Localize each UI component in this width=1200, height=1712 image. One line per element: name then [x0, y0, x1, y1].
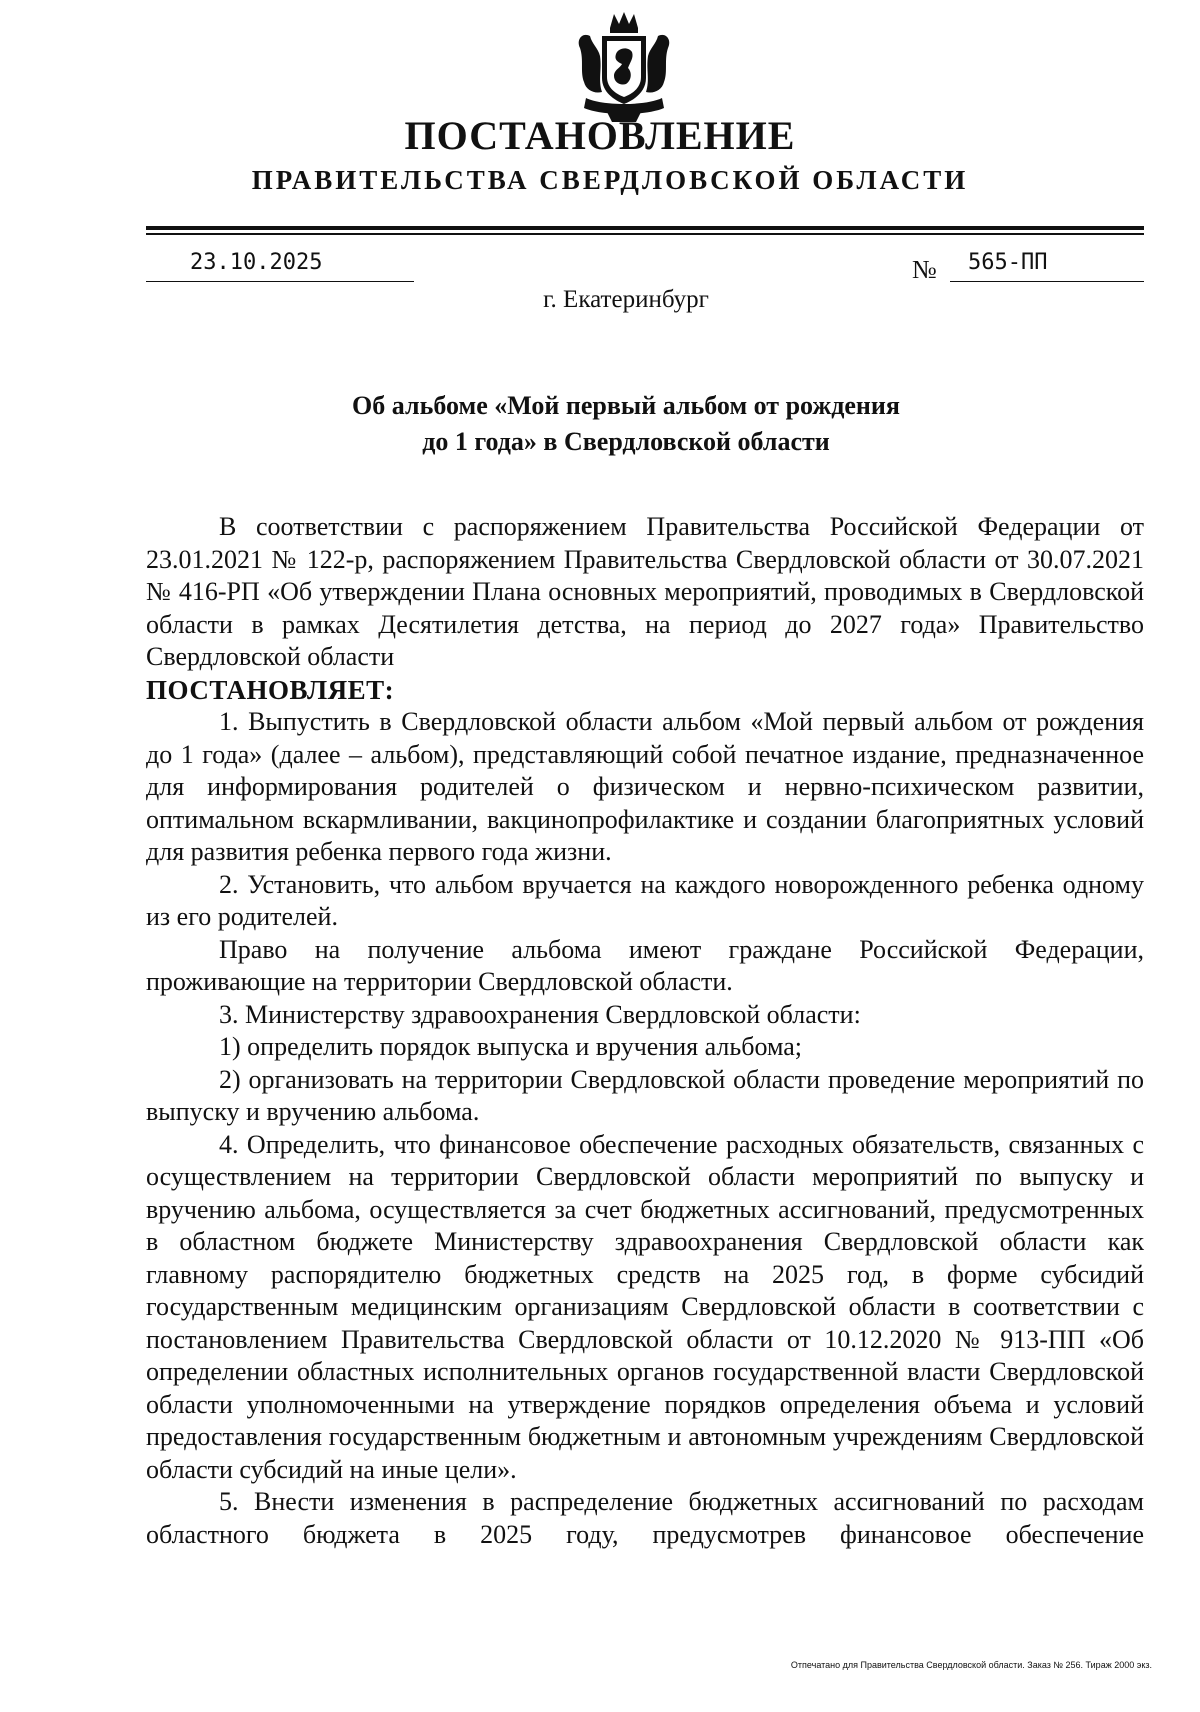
clause-2-note: Право на получение альбома имеют граждане Российской Федерации, проживающие на территории Свердловской области.	[146, 934, 1144, 996]
document-type-title: ПОСТАНОВЛЕНИЕ	[404, 113, 796, 158]
clause-1: 1. Выпустить в Свердловской области альбом «Мой первый альбом от рождения до 1 года» (далее – альбом), представляющий собой печатное издание, предназначенное для информирования родителей о физическом и нервно-психическом развитии, оптимальном вскармливании, вакцинопрофилактике и создании благоприятных условий для развития ребенка первого года жизни.	[146, 707, 1144, 866]
clause-2: 2. Установить, что альбом вручается на каждого новорожденного ребенка одному из его родителей.	[146, 869, 1144, 931]
clause-5: 5. Внести изменения в распределение бюджетных ассигнований по расходам областного бюджета в 2025 году, предусмотрев финансовое обеспечение	[146, 1487, 1144, 1549]
issuing-authority: ПРАВИТЕЛЬСТВА СВЕРДЛОВСКОЙ ОБЛАСТИ	[251, 165, 969, 195]
issue-city: г. Екатеринбург	[543, 286, 709, 313]
header-rule-thin	[146, 233, 1144, 235]
clause-3-item-2: 2) организовать на территории Свердловской области проведение мероприятий по выпуску и вручению альбома.	[146, 1064, 1144, 1126]
document-number: 565-ПП	[968, 250, 1048, 275]
document-subject	[0, 388, 1200, 460]
coat-of-arms-icon	[572, 10, 676, 126]
subject-line: Об альбоме «Мой первый альбом от рождения	[352, 391, 900, 420]
clause-3-item-1: 1) определить порядок выпуска и вручения альбома;	[219, 1032, 802, 1061]
clause-4: 4. Определить, что финансовое обеспечение расходных обязательств, связанных с осуществлением на территории Свердловской области мероприятий по выпуску и вручению альбома, осуществляется за счет бюджетных ассигнований, предусмотренных в областном бюджете Министерству здравоохранения Свердловской области как главному распорядителю бюджетных средств на 2025 год, в форме субсидий государственным медицинским организациям Свердловской области в соответствии с постановлением Правительства Свердловской области от 10.12.2020 № 913-ПП «Об определении областных исполнительных органов государственной власти Свердловской области уполномоченными на утверждение порядков определения объема и условий предоставления государственным бюджетным и автономным учреждениям Свердловской области субсидий на иные цели».	[146, 1129, 1144, 1484]
preamble-paragraph: В соответствии с распоряжением Правительства Российской Федерации от 23.01.2021 № 122-р, распоряжением Правительства Свердловской области от 30.07.2021 № 416-РП «Об утверждении Плана основных мероприятий, проводимых в Свердловской области в рамках Десятилетия детства, на период до 2027 года» Правительство Свердловской области	[146, 512, 1144, 671]
number-sign: №	[912, 255, 937, 284]
number-underline	[950, 281, 1144, 282]
date-underline	[146, 281, 414, 282]
document-body	[146, 511, 1144, 1551]
clause-3: 3. Министерству здравоохранения Свердловской области:	[219, 999, 861, 1029]
header-rule-thick	[146, 226, 1144, 230]
print-note: Отпечатано для Правительства Свердловской области. Заказ № 256. Тираж 2000 экз.	[790, 1660, 1152, 1670]
subject-line: до 1 года» в Свердловской области	[422, 427, 830, 456]
decree-word: ПОСТАНОВЛЯЕТ:	[146, 674, 395, 705]
document-date: 23.10.2025	[190, 250, 323, 275]
